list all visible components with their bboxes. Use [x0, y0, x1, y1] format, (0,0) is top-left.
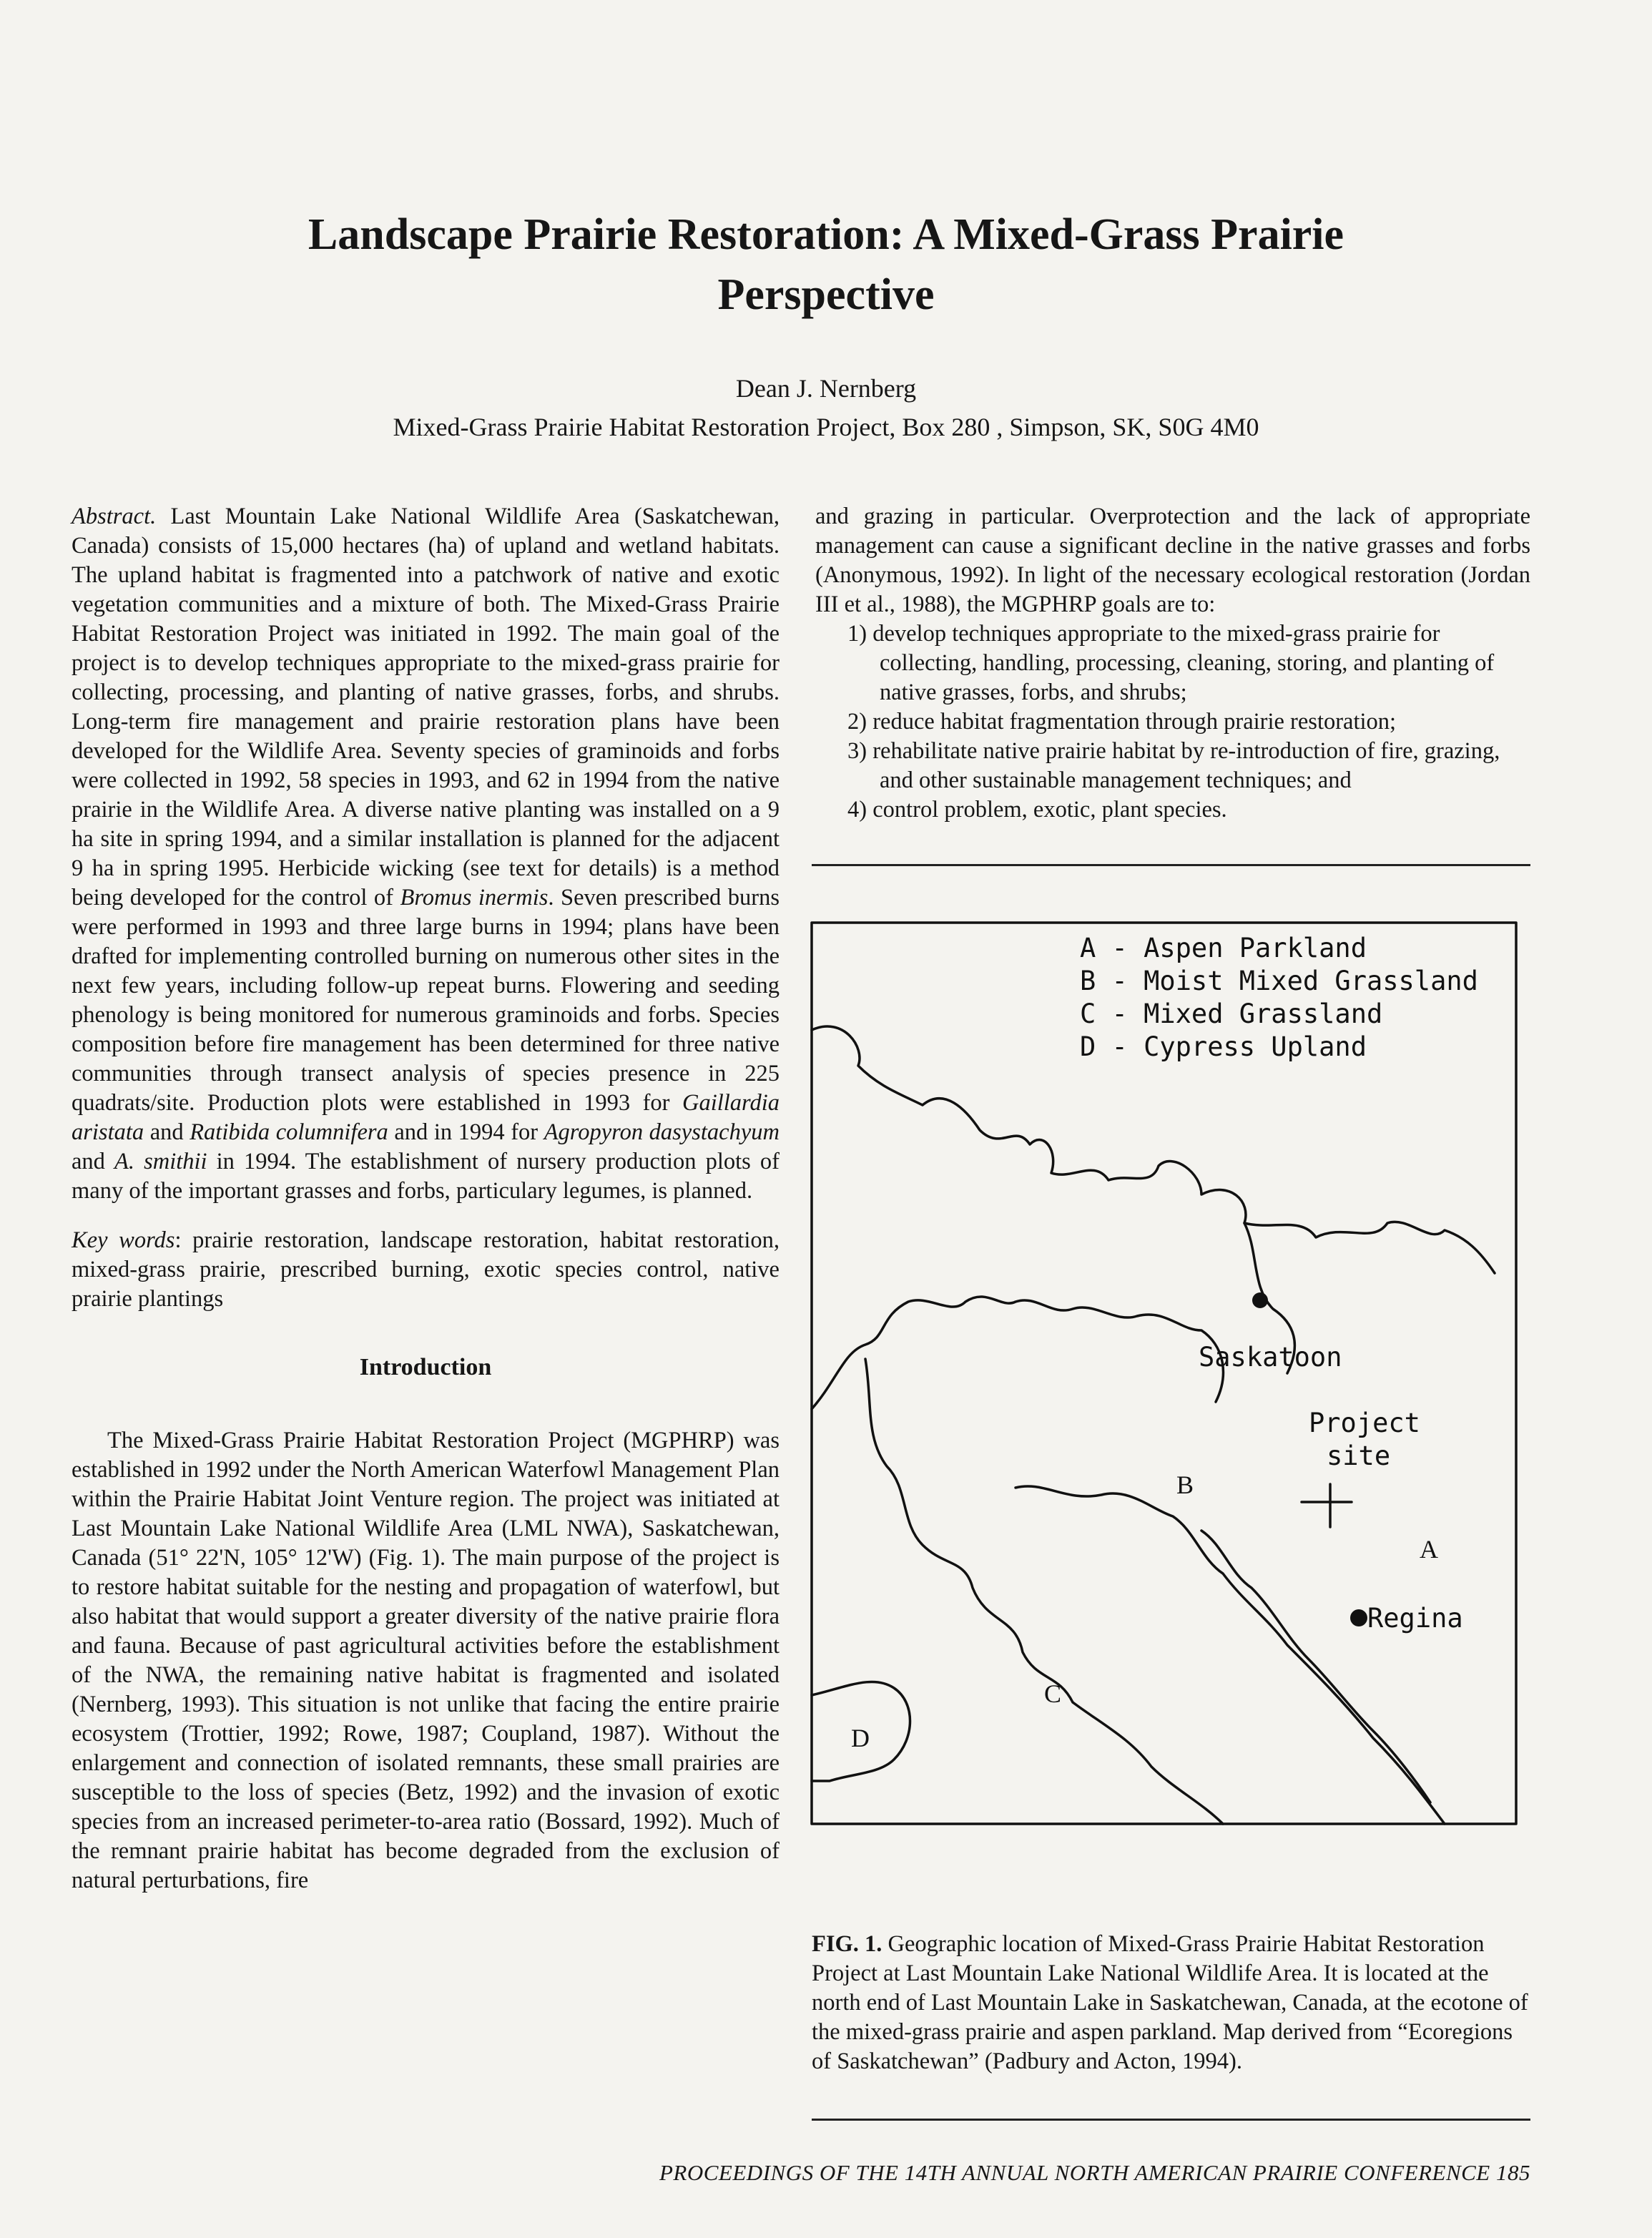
title-line-1: Landscape Prairie Restoration: A Mixed-Grass Prairie — [308, 210, 1344, 259]
abstract-text-3: and — [144, 1119, 190, 1145]
abstract-text-4: and in 1994 for — [388, 1119, 544, 1145]
keywords-paragraph — [72, 1226, 780, 1314]
map-svg — [801, 916, 1538, 1860]
caption-paragraph — [812, 1930, 1530, 2076]
abstract-paragraph — [72, 502, 780, 1206]
abstract-text-6: in 1994. The establishment of nursery production plots of many of the important grasses and forbs, particulary legumes, is planned. — [72, 1149, 780, 1204]
figure-top-rule — [812, 864, 1530, 866]
boundary-aspen-parkland-north — [812, 1026, 1495, 1273]
figure-1-map — [801, 916, 1538, 1860]
keywords-label: Key words — [72, 1227, 175, 1253]
species-bromus-inermis: Bromus inermis — [400, 885, 549, 911]
regina-marker — [1350, 1609, 1367, 1626]
species-a-smithii: A. smithii — [114, 1149, 207, 1174]
goal-item: 1) develop techniques appropriate to the mixed-grass prairie for collecting, handling, processing, cleaning, storing, and planting of native grasses, forbs, and shrubs; — [847, 621, 1495, 705]
species-gaillardia-aristata: Gaillardia aristata — [72, 1090, 780, 1145]
abstract-text-1: Last Mountain Lake National Wildlife Area (Saskatchewan, Canada) consists of 15,000 hectares (ha) of upland and wetland habitats. The upland habitat is fragmented into a patchwork of native and exotic vegetation communities and a mixture of both. The Mixed-Grass Prairie Habitat Restoration Project was initiated in 1992. The main goal of the project is to develop techniques appropriate to the mixed-grass prairie for collecting, processing, and planting of native grasses, forbs, and shrubs. Long-term fire management and prairie restoration plans have been developed for the Wildlife Area. Seventy species of graminoids and forbs were collected in 1992, 58 species in 1993, and 62 in 1994 from the native prairie in the Wildlife Area. A diverse native planting was installed on a 9 ha site in spring 1994, and a similar installation is planned for the adjacent 9 ha in spring 1995. Herbicide wicking (see text for details) is a method being developed for the control of — [72, 504, 780, 911]
boundary-moist-mixed-west — [812, 1297, 1223, 1409]
introduction-continued: and grazing in particular. Overprotection and the lack of appropriate management can cause a significant decline in the native grasses and forbs (Anonymous, 1992). In light of the necessary ecological restoration (Jordan III et al., 1988), the MGPHRP goals are to: — [815, 504, 1530, 617]
abstract-text-2: . Seven prescribed burns were performed in 1993 and three large burns in 1994; plans have been drafted for implementing controlled burning on numerous other sites in the next few years, including follow-up repeat burns. Flowering and seeding phenology is being monitored for numerous graminoids and forbs. Species composition before fire management has been determined for three native communities through transect analysis of species presence in 225 quadrats/site. Production plots were established in 1993 for — [72, 885, 780, 1116]
saskatoon-marker — [1252, 1292, 1268, 1308]
right-column — [815, 502, 1530, 825]
boundary-moist-mixed-central — [865, 1359, 1073, 1702]
abstract-text-5: and — [72, 1149, 115, 1174]
region-label-d: D — [851, 1724, 870, 1752]
legend-b: B - Moist Mixed Grassland — [1080, 966, 1478, 996]
goal-item: 4) control problem, exotic, plant species. — [847, 797, 1227, 823]
region-label-a: A — [1420, 1535, 1438, 1564]
introduction-paragraph: The Mixed-Grass Prairie Habitat Restoration Project (MGPHRP) was established in 1992 under the North American Waterfowl Management Plan within the Prairie Habitat Joint Venture region. The project was initiated at Last Mountain Lake National Wildlife Area (LML NWA), Saskatchewan, Canada (51° 22'N, 105° 12'W) (Fig. 1). The main purpose of the project is to restore habitat suitable for the nesting and propagation of waterfowl, but also habitat that would support a greater diversity of the native prairie flora and fauna. Because of past agricultural activities before the establishment of the NWA, the remaining native habitat is fragmented and isolated (Nernberg, 1993). This situation is not unlike that facing the entire prairie ecosystem (Trottier, 1992; Rowe, 1987; Coupland, 1987). Without the enlargement and connection of isolated remnants, these small prairies are susceptible to the loss of species (Betz, 1992) and the invasion of exotic species from an increased perimeter-to-area ratio (Bossard, 1992). Much of the remnant prairie habitat has become degraded from the exclusion of natural perturbations, fire — [72, 1428, 780, 1893]
figure-1-caption — [812, 1930, 1530, 2076]
species-ratibida-columnifera: Ratibida columnifera — [190, 1119, 388, 1145]
region-label-b: B — [1176, 1471, 1194, 1499]
figure-bottom-rule — [812, 2119, 1530, 2121]
author-affiliation: Mixed-Grass Prairie Habitat Restoration Project, Box 280 , Simpson, SK, S0G 4M0 — [393, 413, 1259, 441]
introduction-heading: Introduction — [359, 1354, 492, 1380]
legend-c: C - Mixed Grassland — [1080, 998, 1383, 1029]
author-name: Dean J. Nernberg — [735, 374, 917, 403]
paper-title — [100, 205, 1552, 325]
legend-a: A - Aspen Parkland — [1080, 933, 1367, 963]
project-site-label-2: site — [1327, 1441, 1391, 1471]
project-site-label-1: Project — [1309, 1408, 1420, 1438]
goals-list — [815, 619, 1530, 825]
caption-label: FIG. 1. — [812, 1931, 882, 1957]
city-regina: Regina — [1367, 1603, 1463, 1634]
page-footer: PROCEEDINGS OF THE 14TH ANNUAL NORTH AMERICAN PRAIRIE CONFERENCE 185 — [659, 2160, 1530, 2185]
city-saskatoon: Saskatoon — [1199, 1342, 1342, 1373]
boundary-parkland-south — [1016, 1486, 1445, 1824]
left-column — [72, 502, 780, 1895]
title-line-2: Perspective — [717, 270, 935, 319]
species-agropyron-dasystachyum: Agropyron dasystachyum — [544, 1119, 780, 1145]
caption-text: Geographic location of Mixed-Grass Prairie Habitat Restoration Project at Last Mountain Lake National Wildlife Area. It is located at the north end of Last Mountain Lake in Saskatchewan, Canada, at the ecotone of the mixed-grass prairie and aspen parkland. Map derived from “Ecoregions of Saskatchewan” (Padbury and Acton, 1994). — [812, 1931, 1528, 2074]
boundary-mixed-grassland-south — [1073, 1702, 1223, 1824]
abstract-label: Abstract. — [72, 504, 157, 529]
legend-d: D - Cypress Upland — [1080, 1031, 1367, 1062]
region-label-c: C — [1044, 1679, 1062, 1708]
goal-item: 3) rehabilitate native prairie habitat by re-introduction of fire, grazing, and other sustainable management techniques; and — [847, 738, 1500, 793]
keywords-text: : prairie restoration, landscape restoration, habitat restoration, mixed-grass prairie, prescribed burning, exotic species control, native prairie plantings — [72, 1227, 780, 1312]
goal-item: 2) reduce habitat fragmentation through prairie restoration; — [847, 709, 1397, 735]
